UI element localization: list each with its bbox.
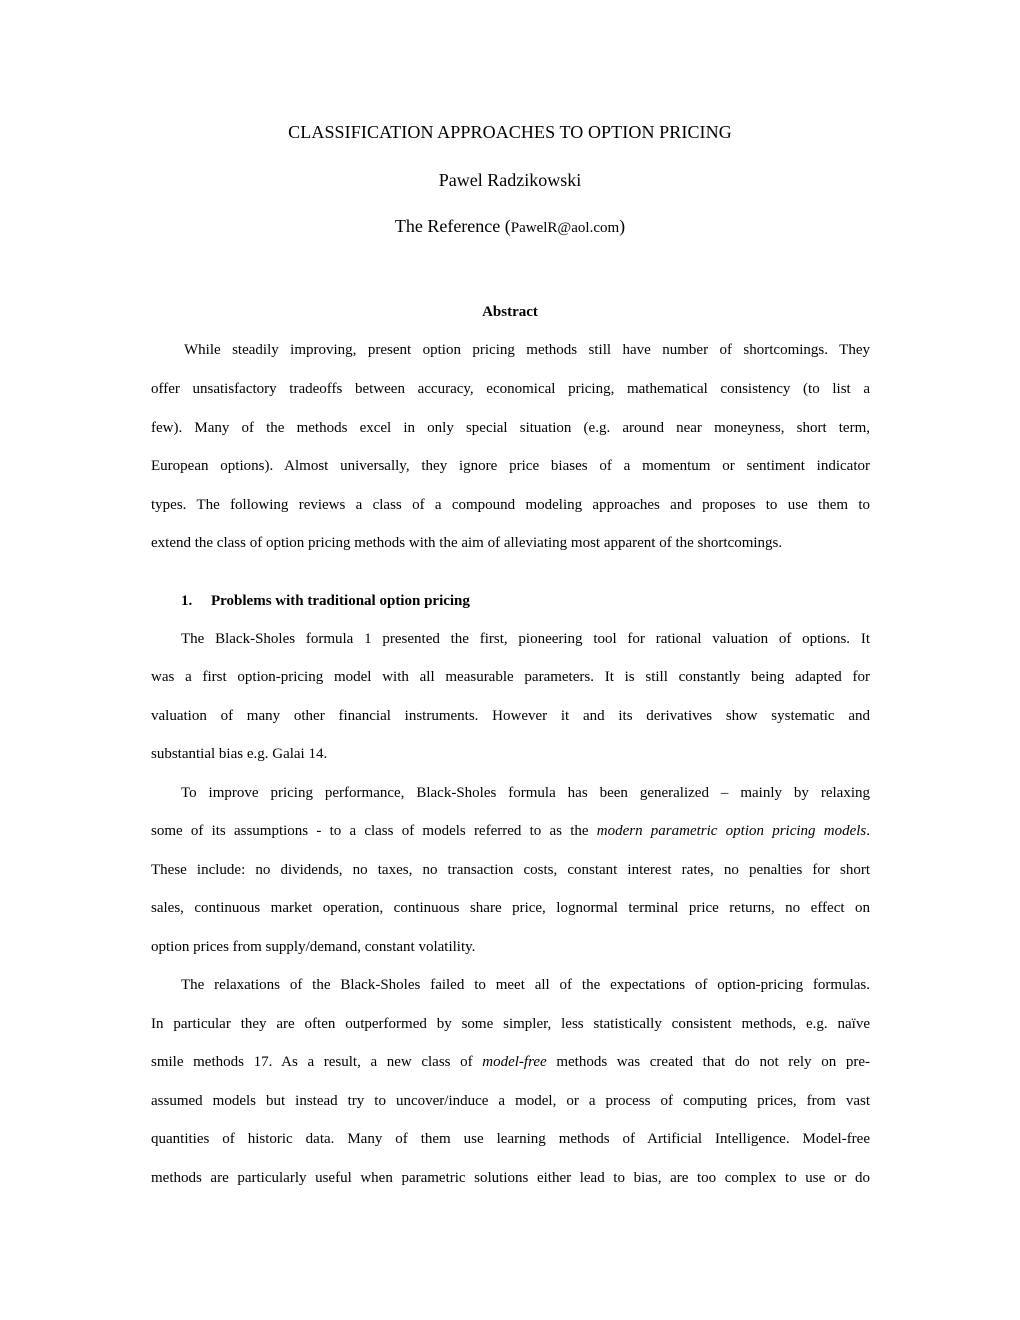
abstract-line: types. The following reviews a class of a compound modeling approaches and proposes to use them to bbox=[151, 497, 870, 513]
section-heading bbox=[181, 591, 470, 611]
body-text: some of its assumptions - to a class of models referred to as the bbox=[151, 823, 597, 839]
emphasis-text: model-free bbox=[482, 1054, 547, 1070]
body-line: sales, continuous market operation, continuous share price, lognormal terminal price returns, no effect on bbox=[151, 900, 870, 916]
abstract-line: While steadily improving, present option pricing methods still have number of shortcomings. They bbox=[184, 342, 870, 358]
body-line: option prices from supply/demand, constant volatility. bbox=[151, 939, 476, 955]
abstract-line: offer unsatisfactory tradeoffs between accuracy, economical pricing, mathematical consistency (to list a bbox=[151, 381, 870, 397]
body-line: To improve pricing performance, Black-Sholes formula has been generalized – mainly by relaxing bbox=[181, 785, 870, 801]
body-line bbox=[151, 1052, 870, 1072]
body-line: was a first option-pricing model with all measurable parameters. It is still constantly being adapted for bbox=[151, 669, 870, 685]
body-line: In particular they are often outperformed by some simpler, less statistically consistent methods, e.g. naïve bbox=[151, 1016, 870, 1032]
body-line: substantial bias e.g. Galai 14. bbox=[151, 746, 328, 762]
affiliation-prefix: The Reference ( bbox=[394, 216, 511, 236]
body-line bbox=[151, 821, 870, 841]
body-text: smile methods 17. As a result, a new class of bbox=[151, 1054, 483, 1070]
paper-title: CLASSIFICATION APPROACHES TO OPTION PRICING bbox=[288, 122, 732, 142]
body-line: assumed models but instead try to uncover/induce a model, or a process of computing prices, from vast bbox=[151, 1093, 870, 1109]
affiliation-suffix: ) bbox=[619, 216, 626, 236]
body-text: methods was created that do not rely on pre- bbox=[546, 1054, 870, 1070]
abstract-line: few). Many of the methods excel in only special situation (e.g. around near moneyness, short term, bbox=[151, 420, 870, 436]
abstract-line: European options). Almost universally, they ignore price biases of a momentum or sentiment indicator bbox=[151, 458, 870, 474]
body-line: methods are particularly useful when parametric solutions either lead to bias, are too complex to use or do bbox=[151, 1170, 870, 1186]
section-number: 1. bbox=[181, 593, 193, 609]
body-line: These include: no dividends, no taxes, no transaction costs, constant interest rates, no penalties for short bbox=[151, 862, 870, 878]
body-text: . bbox=[866, 823, 870, 839]
author-email: PawelR@aol.com bbox=[510, 220, 620, 236]
body-line: The Black-Sholes formula 1 presented the first, pioneering tool for rational valuation of options. It bbox=[181, 631, 870, 647]
emphasis-text: modern parametric option pricing models bbox=[596, 823, 867, 839]
author-affiliation bbox=[0, 215, 1020, 239]
author-name: Pawel Radzikowski bbox=[438, 170, 582, 190]
body-line: The relaxations of the Black-Sholes failed to meet all of the expectations of option-pricing formulas. bbox=[181, 977, 870, 993]
section-title: Problems with traditional option pricing bbox=[211, 593, 470, 609]
body-line: valuation of many other financial instruments. However it and its derivatives show systematic and bbox=[151, 708, 870, 724]
abstract-line: extend the class of option pricing methods with the aim of alleviating most apparent of the shortcomings. bbox=[151, 535, 783, 551]
body-line: quantities of historic data. Many of them use learning methods of Artificial Intelligence. Model-free bbox=[151, 1131, 870, 1147]
abstract-heading: Abstract bbox=[482, 304, 538, 320]
